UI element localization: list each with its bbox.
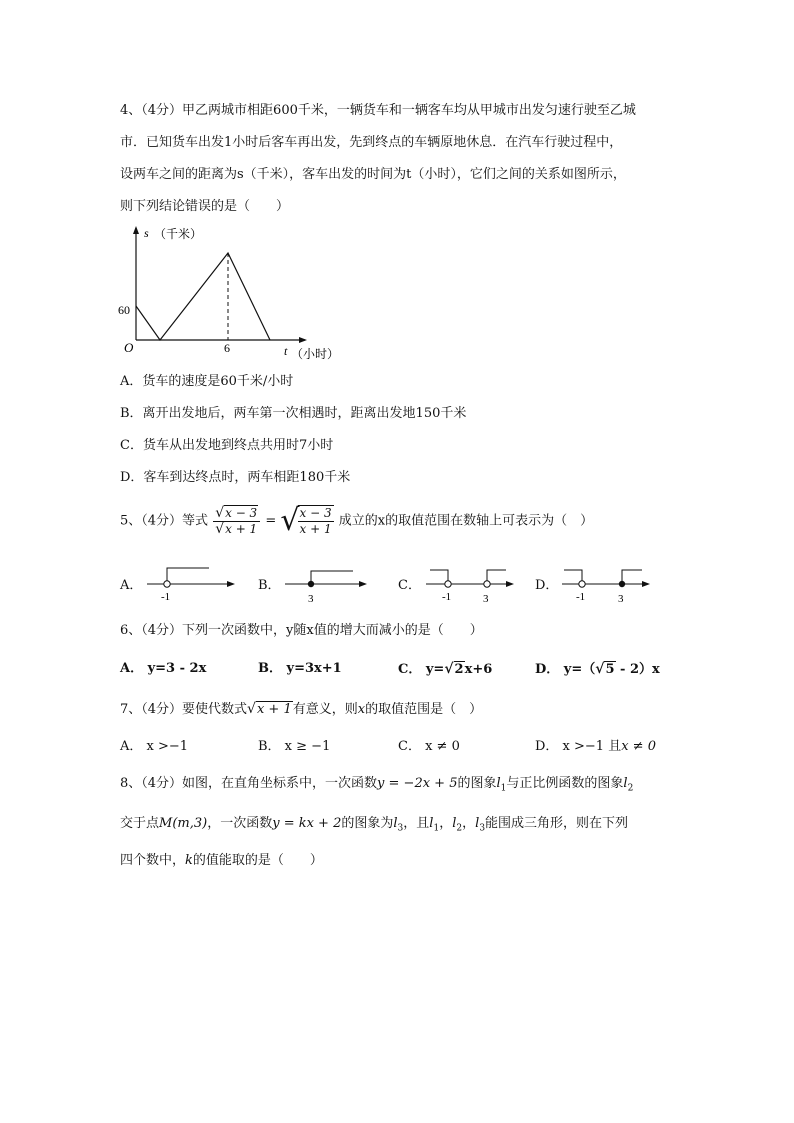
- q5-suffix: 成立的x的取值范围在数轴上可表示为（ ）: [338, 513, 594, 529]
- q4-stem-line-3: 设两车之间的距离为s（千米），客车出发的时间为t（小时），它们之间的关系如图所示，: [120, 167, 626, 182]
- q5-d-tick-2: 3: [618, 593, 624, 604]
- q4-option-a[interactable]: A．货车的速度是60千米/小时: [120, 374, 294, 389]
- q5-option-a-label[interactable]: A．: [120, 578, 143, 593]
- q7-stem: 7、（4分）要使代数式√x + 1有意义，则x的取值范围是（ ）: [120, 701, 483, 717]
- q5-b-tick: 3: [308, 593, 314, 604]
- q5-lhs-num: x − 3: [225, 505, 258, 520]
- q7-option-a[interactable]: A． x >−1: [120, 739, 189, 754]
- q5-option-b-numberline[interactable]: [283, 562, 373, 604]
- q5-option-d-label[interactable]: D．: [535, 578, 559, 593]
- q8-stem-line-2: 交于点M(m,3)，一次函数y = kx + 2的图象为$l_3$，且$l_1$，$l_2$，$l_3$能围成三角形，则在下列: [120, 816, 629, 834]
- q4-y-var: s: [144, 226, 149, 240]
- q4-stem-line-1: 4、（4分）甲乙两城市相距600千米，一辆货车和一辆客车均从甲城市出发匀速行驶至乙城: [120, 103, 636, 118]
- q6-option-d[interactable]: D． y=（√5 - 2）x: [535, 661, 660, 677]
- q4-option-d[interactable]: D．客车到达终点时，两车相距180千米: [120, 470, 351, 485]
- q5-lhs-den: x + 1: [225, 521, 258, 536]
- q4-x-var: t: [284, 344, 288, 358]
- q5-rhs-den: x + 1: [299, 522, 332, 536]
- q5-equals: =: [265, 513, 277, 529]
- q5-option-a-numberline[interactable]: [145, 562, 240, 604]
- q8-point-m: M(m,3): [159, 816, 208, 831]
- q7-option-b[interactable]: B． x ≥ −1: [258, 739, 331, 754]
- q4-x-unit: （小时）: [291, 347, 340, 361]
- q5-c-tick-2: 3: [483, 593, 489, 604]
- q6-option-c[interactable]: C． y=√2x+6: [398, 661, 493, 677]
- q4-stem-line-2: 市．已知货车出发1小时后客车再出发，先到终点的车辆原地休息．在汽车行驶过程中，: [120, 135, 623, 150]
- q5-option-c-numberline[interactable]: [424, 562, 520, 604]
- q7-option-d[interactable]: D． x >−1 且x ≠ 0: [535, 739, 656, 754]
- q7-option-c[interactable]: C． x ≠ 0: [398, 739, 460, 754]
- q8-stem-line-1: 8、（4分）如图，在直角坐标系中，一次函数y = −2x + 5的图象$l_1$与正比例函数的图象$l_2$: [120, 776, 634, 794]
- q5-rhs-num: x − 3: [299, 506, 332, 520]
- q8-stem-line-3: 四个数中，k的值能取的是（ ）: [120, 853, 323, 868]
- q8-function-2: y = kx + 2: [272, 816, 342, 831]
- q6-option-b[interactable]: B． y=3x+1: [258, 661, 342, 676]
- q6-stem: 6、（4分）下列一次函数中，y随x值的增大而减小的是（ ）: [120, 623, 483, 638]
- q6-option-a[interactable]: A． y=3 - 2x: [120, 661, 207, 676]
- q4-y-unit: （千米）: [154, 227, 203, 241]
- q5-option-c-label[interactable]: C．: [398, 578, 421, 593]
- q4-graph: [110, 222, 350, 362]
- q4-option-c[interactable]: C．货车从出发地到终点共用时7小时: [120, 438, 334, 453]
- q5-lhs-fraction: $\frac{√x - 3}{√x + 1}$: [213, 506, 260, 537]
- q5-prefix: 5、（4分）等式: [120, 513, 209, 529]
- q4-y-tick: 60: [118, 303, 130, 317]
- q5-d-tick-1: -1: [576, 591, 586, 603]
- q5-option-b-label[interactable]: B．: [258, 578, 281, 593]
- q4-option-b[interactable]: B．离开出发地后，两车第一次相遇时，距离出发地150千米: [120, 406, 467, 421]
- q4-stem-line-4: 则下列结论错误的是（ ）: [120, 199, 290, 214]
- q7-radicand: x + 1: [256, 702, 292, 717]
- q8-function-1: y = −2x + 5: [377, 776, 458, 791]
- q5-c-tick-1: -1: [442, 591, 452, 603]
- q4-origin: O: [124, 340, 134, 355]
- q4-x-tick: 6: [224, 341, 230, 355]
- q5-stem: 5、（4分）等式 $\frac{√x - 3}{√x + 1}$ = √ $\frac{x - 3}{x + 1}$ 成立的x的取值范围在数轴上可表示为（ ）: [120, 503, 594, 538]
- q5-a-tick: -1: [161, 591, 171, 603]
- q5-option-d-numberline[interactable]: [560, 562, 656, 604]
- q5-rhs-fraction: [298, 505, 334, 537]
